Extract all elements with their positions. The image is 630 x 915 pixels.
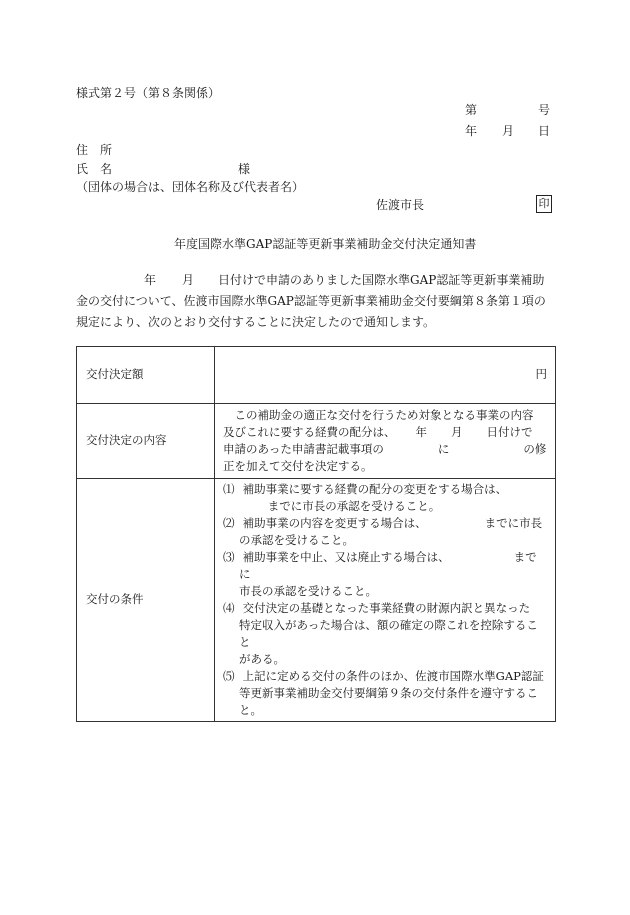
body-line-3: 規定により、次のとおり交付することに決定したので通知します。 (76, 315, 436, 329)
condition-1-mark: ⑴ (223, 482, 235, 496)
content-line-3c: の修 (523, 442, 547, 456)
condition-5-line-3: と。 (239, 703, 262, 717)
amount-label: 交付決定額 (77, 347, 215, 404)
doc-number-suffix: 号 (538, 103, 551, 117)
condition-2-mark: ⑵ (223, 516, 235, 530)
document-title: 年度国際水準GAP認証等更新事業補助金交付決定通知書 (174, 237, 477, 251)
amount-unit: 円 (215, 347, 556, 404)
condition-4-line-3: がある。 (239, 652, 285, 666)
condition-5-line-2: 等更新事業補助金交付要綱第９条の交付条件を遵守するこ (239, 686, 538, 700)
condition-item-2 (223, 515, 547, 549)
amount-row (77, 347, 556, 404)
seal-mark: 印 (536, 195, 552, 213)
content-line-2-month: 月 (451, 425, 463, 439)
group-note: （団体の場合は、団体名称及び代表者名） (76, 180, 305, 194)
honorific: 様 (238, 162, 251, 176)
condition-5-line-1: 上記に定める交付の条件のほか、佐渡市国際水準GAP認証 (242, 669, 544, 683)
date-month: 月 (502, 124, 515, 138)
body-line-2: 金の交付について、佐渡市国際水準GAP認証等更新事業補助金交付要綱第８条第１項の (76, 294, 546, 308)
date-day: 日 (538, 124, 551, 138)
content-line-2-year: 年 (415, 425, 427, 439)
condition-3-line-2: 市長の承認を受けること。 (239, 584, 377, 598)
content-line-3a: 申請のあった申請書記載事項の (223, 442, 384, 456)
condition-item-4 (223, 600, 547, 668)
address-label: 住 所 (76, 143, 113, 157)
condition-item-3 (223, 549, 547, 600)
conditions-row (77, 479, 556, 722)
condition-4-line-2: 特定収入があった場合は、額の確定の際これを控除すること (239, 618, 538, 649)
condition-3-mark: ⑶ (223, 550, 235, 564)
content-line-2 (223, 424, 547, 441)
content-line-2a: 及びこれに要する経費の配分は、 (223, 425, 396, 439)
condition-item-5 (223, 668, 547, 719)
grant-table (76, 346, 556, 722)
content-line-1: この補助金の適正な交付を行うため対象となる事業の内容 (234, 408, 534, 422)
condition-1-line-1: 補助事業に要する経費の配分の変更をする場合は、 (242, 482, 508, 496)
condition-5-mark: ⑸ (223, 669, 235, 683)
content-line-3b: に (437, 442, 450, 456)
content-row (77, 404, 556, 479)
condition-4-mark: ⑷ (223, 601, 235, 615)
form-number: 様式第２号（第８条関係） (76, 86, 221, 100)
doc-number-prefix: 第 (465, 103, 478, 117)
condition-3-line-1b: までに (239, 550, 537, 581)
body-line-1 (144, 271, 544, 289)
condition-item-1 (223, 481, 547, 515)
content-line-4: 正を加えて交付を決定する。 (223, 459, 373, 473)
content-text (215, 404, 556, 479)
condition-2-line-1a: 補助事業の内容を変更する場合は、 (242, 516, 427, 530)
content-line-2-day: 日付けで (486, 425, 533, 439)
issuer: 佐渡市長 (376, 198, 425, 212)
conditions-label: 交付の条件 (77, 479, 215, 722)
condition-2-line-2: の承認を受けること。 (239, 533, 354, 547)
condition-2-line-1b: までに市長 (484, 516, 543, 530)
content-label: 交付決定の内容 (77, 404, 215, 479)
body-month: 月 (182, 273, 195, 287)
conditions-list (215, 479, 556, 722)
date-year: 年 (465, 124, 478, 138)
condition-3-line-1a: 補助事業を中止、又は廃止する場合は、 (242, 550, 450, 564)
condition-4-line-1: 交付決定の基礎となった事業経費の財源内訳と異なった (242, 601, 531, 615)
body-year: 年 (144, 273, 157, 287)
content-line-3 (223, 441, 547, 458)
name-label: 氏 名 (76, 162, 113, 176)
body-line-1-rest: 日付けで申請のありました国際水準GAP認証等更新事業補助 (218, 273, 545, 287)
condition-1-line-2: までに市長の承認を受けること。 (267, 499, 441, 513)
